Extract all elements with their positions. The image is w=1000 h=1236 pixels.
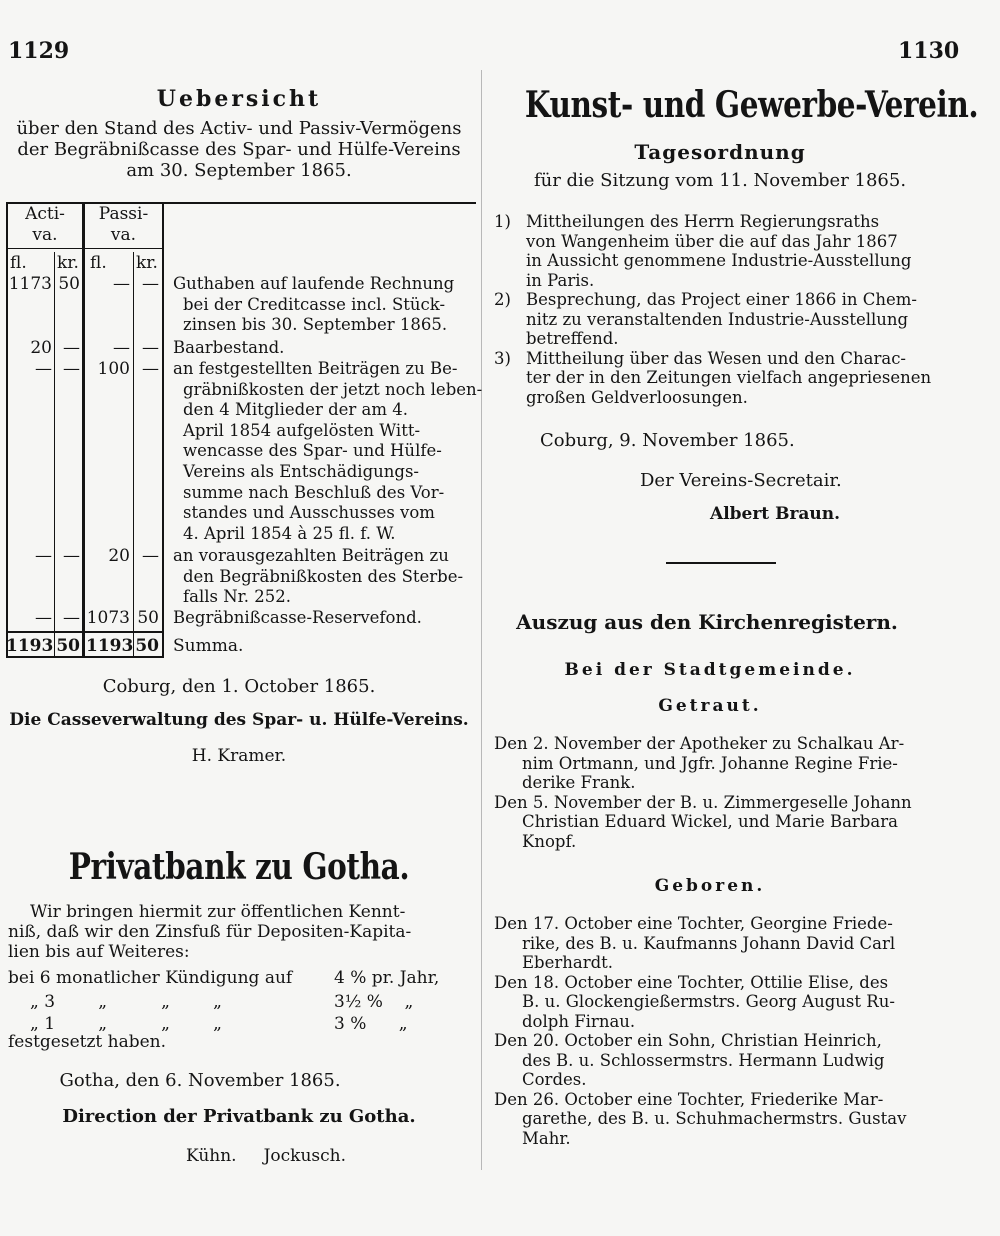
row2-activa-fl: 20 <box>30 338 52 358</box>
row5-passiva-fl: 1073 <box>86 608 130 628</box>
rate-row-3-terms: „ 1 „ „ „ <box>30 1014 222 1034</box>
row4-passiva-fl: 20 <box>108 546 130 566</box>
bank-signatures: Kühn. Jockusch. <box>186 1146 347 1166</box>
bank-title: Privatbank zu Gotha. <box>68 846 410 888</box>
rate-row-2-terms: „ 3 „ „ „ <box>30 992 222 1012</box>
row1-activa-kr: 50 <box>58 274 80 294</box>
row5-passiva-kr: 50 <box>137 608 159 628</box>
overview-authority: Die Casseverwaltung des Spar- u. Hülfe-Vereins. <box>9 710 469 730</box>
row4-activa-kr: — <box>63 546 80 566</box>
married-heading: Getraut. <box>658 696 762 716</box>
overview-signature: H. Kramer. <box>191 746 287 766</box>
activa-header: Acti- va. <box>25 204 65 245</box>
overview-date: Coburg, den 1. October 1865. <box>102 676 376 697</box>
registers-community: Bei der Stadtgemeinde. <box>564 660 856 680</box>
agenda-item-3: 3) Mittheilung über das Wesen und den Charac- ter der in den Zeitungen vielfach angepriesenen großen Geldverloosungen. <box>494 348 932 407</box>
total-passiva-kr: 50 <box>135 636 159 656</box>
row2-activa-kr: — <box>63 338 80 358</box>
agenda-list <box>494 212 954 407</box>
section-rule <box>666 562 776 564</box>
born-entry: Den 18. October eine Tochter, Ottilie Elise, des B. u. Glockengießermstrs. Georg August Ru- dolph Firnau. <box>494 972 895 1031</box>
overview-subtitle-1: über den Stand des Activ- und Passiv-Vermögens <box>16 118 462 139</box>
married-list <box>494 734 954 851</box>
agenda-item-2: 2) Besprechung, das Project einer 1866 in Chem- nitz zu veranstaltenden Industrie-Ausstellung betreffend. <box>494 290 917 348</box>
registers-title: Auszug aus den Kirchenregistern. <box>516 610 898 634</box>
verein-date: Coburg, 9. November 1865. <box>540 430 795 451</box>
agenda-item-1: 1) Mittheilungen des Herrn Regierungsraths von Wangenheim über die auf das Jahr 1867 in Aussicht genommene Industrie-Ausstellung in Paris. <box>494 212 912 290</box>
born-entry: Den 20. October ein Sohn, Christian Heinrich, des B. u. Schlossermstrs. Hermann Ludwig Cordes. <box>494 1031 885 1089</box>
bank-line-3: lien bis auf Weiteres: <box>8 942 190 962</box>
row2-passiva-fl: — <box>113 338 130 358</box>
row3-description: an festgestellten Beiträgen zu Be- gräbnißkosten der jetzt noch leben- den 4 Mitglieder der am 4. April 1854 aufgelösten Witt- wencasse des Spar- und Hülfe- Vereins als Entschädigungs- summe nach Beschluß des Vor- standes und Ausschusses vom 4. April 1854 à 25 fl. f. W. <box>173 359 483 543</box>
verein-title: Kunst- und Gewerbe-Verein. <box>524 84 979 126</box>
born-list <box>494 914 954 1148</box>
row2-passiva-kr: — <box>142 338 159 358</box>
row5-description: Begräbnißcasse-Reservefond. <box>173 608 422 627</box>
overview-subtitle-3: am 30. September 1865. <box>126 160 352 181</box>
row5-activa-kr: — <box>63 608 80 628</box>
passiva-header: Passi- va. <box>98 204 149 245</box>
bank-line-2: niß, daß wir den Zinsfuß für Depositen-Kapita- <box>8 922 412 942</box>
born-heading: Geboren. <box>654 876 766 896</box>
verein-meeting: für die Sitzung vom 11. November 1865. <box>533 170 907 191</box>
verein-role: Der Vereins-Secretair. <box>640 470 842 491</box>
rate-row-1-rate: 4 % pr. Jahr, <box>334 968 440 988</box>
row3-activa-fl: — <box>35 359 52 379</box>
born-entry: Den 26. October eine Tochter, Friederike Mar- garethe, des B. u. Schuhmachermstrs. Gustav Mahr. <box>494 1089 907 1148</box>
page-number-right: 1130 <box>898 38 960 64</box>
bank-date: Gotha, den 6. November 1865. <box>59 1070 341 1091</box>
verein-subtitle: Tagesordnung <box>634 140 806 164</box>
ledger-table <box>6 202 483 662</box>
rate-row-2-rate: 3½ % „ <box>334 992 414 1012</box>
verein-signature: Albert Braun. <box>710 504 841 524</box>
row2-description: Baarbestand. <box>173 338 285 357</box>
activa-kr-header: kr. <box>57 253 79 273</box>
row1-activa-fl: 1173 <box>8 274 52 294</box>
row1-passiva-kr: — <box>142 274 159 294</box>
bank-closing: festgesetzt haben. <box>8 1032 167 1052</box>
row1-description: Guthaben auf laufende Rechnung bei der Creditcasse incl. Stück- zinsen bis 30. September 1865. <box>173 274 455 335</box>
activa-fl-header: fl. <box>10 253 27 273</box>
total-activa-kr: 50 <box>56 636 80 656</box>
bank-line-1: Wir bringen hiermit zur öffentlichen Kennt- <box>30 902 406 922</box>
page-number-left: 1129 <box>8 38 70 64</box>
row3-passiva-fl: 100 <box>97 359 130 379</box>
born-entry: Den 17. October eine Tochter, Georgine Friede- rike, des B. u. Kaufmanns Johann David Carl Eberhardt. <box>494 914 896 972</box>
overview-subtitle-2: der Begräbnißcasse des Spar- und Hülfe-Vereins <box>17 139 461 160</box>
total-passiva-fl: 1193 <box>86 636 134 656</box>
total-label: Summa. <box>173 636 244 656</box>
row3-activa-kr: — <box>63 359 80 379</box>
row1-passiva-fl: — <box>113 274 130 294</box>
total-activa-fl: 1193 <box>6 636 54 656</box>
rate-row-3-rate: 3 % „ <box>334 1014 408 1034</box>
row4-passiva-kr: — <box>142 546 159 566</box>
overview-title: Uebersicht <box>156 86 322 112</box>
married-entry: Den 5. November der B. u. Zimmergeselle Johann Christian Eduard Wickel, und Marie Barbara Knopf. <box>494 792 912 851</box>
married-entry: Den 2. November der Apotheker zu Schalkau Ar- nim Ortmann, und Jgfr. Johanne Regine Frie- derike Frank. <box>494 734 905 792</box>
passiva-kr-header: kr. <box>136 253 158 273</box>
row4-activa-fl: — <box>35 546 52 566</box>
passiva-fl-header: fl. <box>90 253 107 273</box>
row4-description: an vorausgezahlten Beiträgen zu den Begräbnißkosten des Sterbe- falls Nr. 252. <box>173 546 464 607</box>
bank-authority: Direction der Privatbank zu Gotha. <box>62 1106 416 1127</box>
row3-passiva-kr: — <box>142 359 159 379</box>
row5-activa-fl: — <box>35 608 52 628</box>
rate-row-1-terms: bei 6 monatlicher Kündigung auf <box>8 968 293 988</box>
